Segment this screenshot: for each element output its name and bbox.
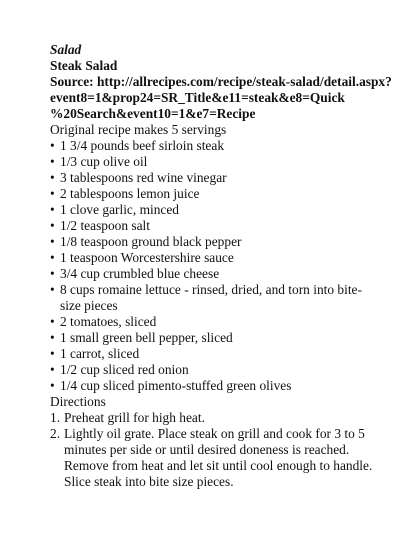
ingredient-item [50, 282, 380, 314]
step-number: 2. [50, 426, 61, 441]
bullet-icon: • [50, 154, 55, 169]
bullet-icon: • [50, 250, 55, 265]
direction-step [50, 410, 380, 426]
bullet-icon: • [50, 202, 55, 217]
ingredient-text: 1 clove garlic, minced [60, 202, 179, 217]
ingredient-text: 1 small green bell pepper, sliced [60, 330, 233, 345]
bullet-icon: • [50, 282, 55, 297]
ingredient-text: 8 cups romaine lettuce - rinsed, dried, and torn into bite-size pieces [60, 282, 362, 313]
bullet-icon: • [50, 362, 55, 377]
ingredient-text: 1 carrot, sliced [60, 346, 140, 361]
ingredient-item [50, 362, 380, 378]
servings-note: Original recipe makes 5 servings [50, 122, 227, 137]
ingredient-item [50, 170, 380, 186]
step-text: Lightly oil grate. Place steak on grill and cook for 3 to 5 minutes per side or until desired doneness is reached. Remove from heat and let sit until cool enough to handle. Slice steak into bite size pieces. [64, 426, 373, 489]
bullet-icon: • [50, 346, 55, 361]
ingredient-item [50, 378, 380, 394]
ingredient-text: 1/2 teaspoon salt [60, 218, 151, 233]
recipe-title: Steak Salad [50, 58, 118, 73]
directions-heading: Directions [50, 394, 106, 409]
ingredient-text: 1/3 cup olive oil [60, 154, 148, 169]
ingredient-item [50, 154, 380, 170]
bullet-icon: • [50, 218, 55, 233]
ingredient-item [50, 218, 380, 234]
ingredient-text: 2 tomatoes, sliced [60, 314, 157, 329]
bullet-icon: • [50, 314, 55, 329]
recipe-source-line: event8=1&prop24=SR_Title&e11=steak&e8=Quick [50, 90, 345, 105]
ingredient-item [50, 330, 380, 346]
direction-step [50, 426, 380, 490]
recipe-source-line: %20Search&event10=1&e7=Recipe [50, 106, 256, 121]
recipe-source-line: Source: http://allrecipes.com/recipe/steak-salad/detail.aspx? [50, 74, 392, 89]
ingredient-item [50, 250, 380, 266]
bullet-icon: • [50, 234, 55, 249]
bullet-icon: • [50, 330, 55, 345]
ingredient-list [50, 138, 380, 394]
ingredient-item [50, 346, 380, 362]
ingredient-item [50, 314, 380, 330]
ingredient-item [50, 234, 380, 250]
bullet-icon: • [50, 186, 55, 201]
ingredient-item [50, 202, 380, 218]
ingredient-text: 3/4 cup crumbled blue cheese [60, 266, 220, 281]
recipe-document [50, 42, 392, 490]
directions-list [50, 410, 380, 490]
ingredient-text: 2 tablespoons lemon juice [60, 186, 200, 201]
ingredient-text: 1 teaspoon Worcestershire sauce [60, 250, 234, 265]
ingredient-text: 1/4 cup sliced pimento-stuffed green olives [60, 378, 292, 393]
ingredient-text: 3 tablespoons red wine vinegar [60, 170, 227, 185]
bullet-icon: • [50, 378, 55, 393]
ingredient-item [50, 266, 380, 282]
step-number: 1. [50, 410, 61, 425]
step-text: Preheat grill for high heat. [64, 410, 205, 425]
ingredient-item [50, 186, 380, 202]
bullet-icon: • [50, 170, 55, 185]
bullet-icon: • [50, 138, 55, 153]
ingredient-text: 1 3/4 pounds beef sirloin steak [60, 138, 225, 153]
bullet-icon: • [50, 266, 55, 281]
recipe-category: Salad [50, 42, 82, 57]
recipe-source [50, 74, 392, 122]
ingredient-item [50, 138, 380, 154]
ingredient-text: 1/2 cup sliced red onion [60, 362, 189, 377]
ingredient-text: 1/8 teaspoon ground black pepper [60, 234, 242, 249]
